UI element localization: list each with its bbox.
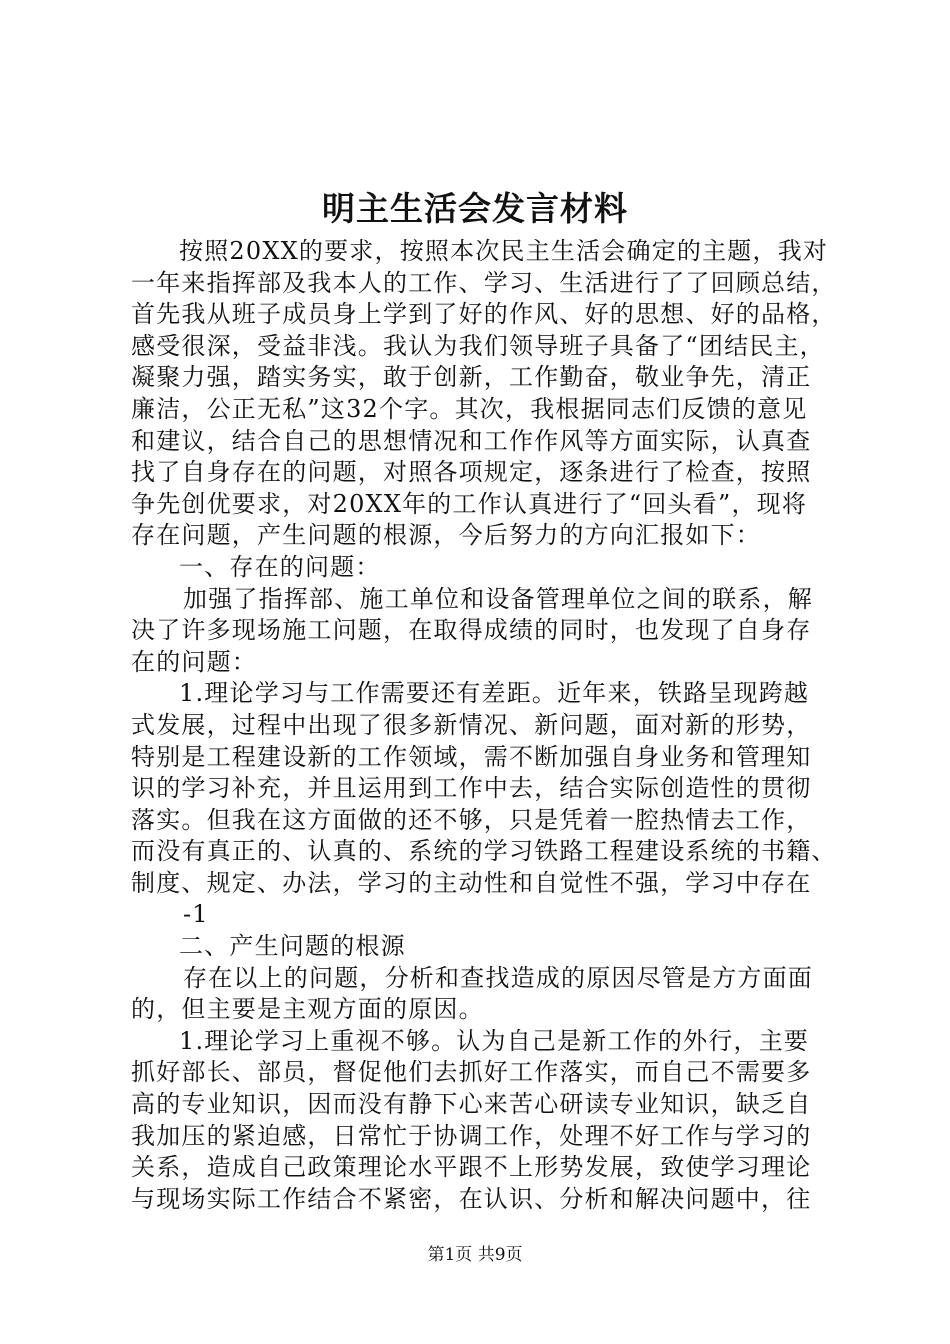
- section-heading: 一、存在的问题：: [179, 552, 381, 581]
- paragraph-line: 与现场实际工作结合不紧密，在认识、分析和解决问题中，往: [131, 1184, 812, 1213]
- paragraph-line: 找了自身存在的问题，对照各项规定，逐条进行了检查，按照: [131, 458, 812, 487]
- paragraph-line: 存在以上的问题，分析和查找造成的原因尽管是方方面面: [183, 963, 813, 992]
- paragraph-line: 式发展，过程中出现了很多新情况、新问题，面对新的形势，: [131, 710, 812, 739]
- paragraph-line: 感受很深，受益非浅。我认为我们领导班子具备了“团结民主，: [131, 331, 825, 360]
- paragraph-line: 的，但主要是主观方面的原因。: [131, 995, 484, 1024]
- paragraph-line: 在的问题：: [131, 647, 257, 676]
- paragraph-line: 廉洁，公正无私”这32个字。其次，我根据同志们反馈的意见: [131, 394, 808, 423]
- paragraph-line: 1.理论学习与工作需要还有差距。近年来，铁路呈现跨越: [179, 679, 810, 708]
- paragraph-line: 加强了指挥部、施工单位和设备管理单位之间的联系，解: [183, 584, 813, 613]
- paragraph-line: 凝聚力强，踏实务实，敢于创新，工作勤奋，敬业争先，清正: [131, 363, 812, 392]
- paragraph-line: 制度、规定、办法，学习的主动性和自觉性不强，学习中存在: [131, 868, 812, 897]
- paragraph-line: 关系，造成自己政策理论水平跟不上形势发展，致使学习理论: [131, 1153, 812, 1182]
- paragraph-line: 抓好部长、部员，督促他们去抓好工作落实，而自己不需要多: [131, 1058, 812, 1087]
- paragraph-line: 高的专业知识，因而没有静下心来苦心研读专业知识，缺乏自: [131, 1090, 812, 1119]
- section-heading: 二、产生问题的根源: [179, 932, 406, 961]
- paragraph-line: 我加压的紧迫感，日常忙于协调工作，处理不好工作与学习的: [131, 1121, 812, 1150]
- page-footer: 第1页 共9页: [427, 1245, 523, 1265]
- paragraph-line: 和建议，结合自己的思想情况和工作作风等方面实际，认真查: [131, 426, 812, 455]
- paragraph-line: 落实。但我在这方面做的还不够，只是凭着一腔热情去工作，: [131, 805, 812, 834]
- paragraph-line: 按照20XX的要求，按照本次民主生活会确定的主题，我对: [179, 237, 829, 265]
- paragraph-line: 1.理论学习上重视不够。认为自己是新工作的外行，主要: [179, 1026, 810, 1055]
- paragraph-line: 存在问题，产生问题的根源，今后努力的方向汇报如下：: [131, 521, 761, 550]
- document-body: [131, 236, 837, 1215]
- paragraph-line: 首先我从班子成员身上学到了好的作风、好的思想、好的品格，: [131, 300, 837, 329]
- paragraph-line: 识的学习补充，并且运用到工作中去，结合实际创造性的贯彻: [131, 774, 812, 803]
- document-title: 明主生活会发言材料: [322, 189, 628, 228]
- paragraph-line: 而没有真正的、认真的、系统的学习铁路工程建设系统的书籍、: [131, 837, 837, 866]
- paragraph-line: 一年来指挥部及我本人的工作、学习、生活进行了了回顾总结，: [131, 268, 837, 297]
- paragraph-line: 决了许多现场施工问题，在取得成绩的同时，也发现了自身存: [131, 616, 812, 645]
- page-marker: -1: [183, 900, 209, 929]
- paragraph-line: 特别是工程建设新的工作领域，需不断加强自身业务和管理知: [131, 742, 812, 771]
- paragraph-line: 争先创优要求，对20XX年的工作认真进行了“回头看”，现将: [131, 489, 808, 518]
